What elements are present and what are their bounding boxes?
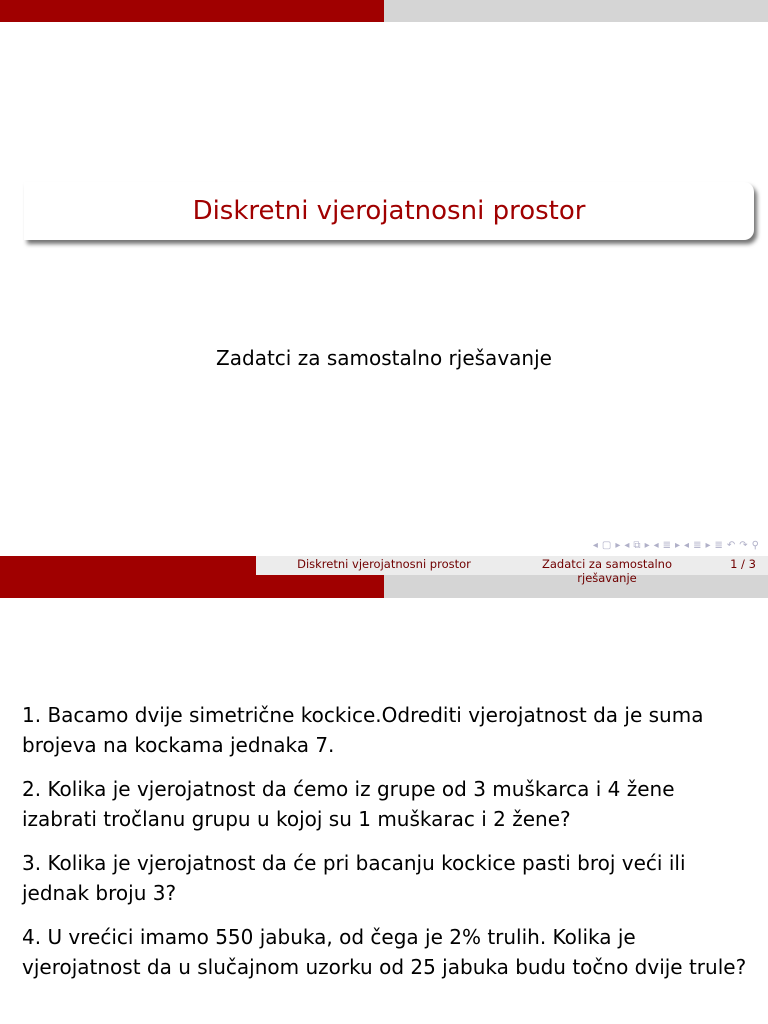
footer-title: Diskretni vjerojatnosni prostor	[297, 557, 471, 571]
problem-list	[22, 700, 750, 996]
problem-item: 2. Kolika je vjerojatnost da ćemo iz grupe od 3 muškarca i 4 žene izabrati tročlanu grupu u kojoj su 1 muškarac i 2 žene?	[22, 777, 675, 831]
header-bar-red	[0, 0, 384, 22]
nav-next-slide-icon[interactable]: ▸	[644, 539, 651, 551]
frame-icon[interactable]: ▢	[601, 539, 613, 551]
nav-next-subsection-icon[interactable]: ▸	[675, 539, 682, 551]
top-header-bar	[0, 0, 768, 22]
slide-icon[interactable]: ⧉	[633, 539, 642, 551]
search-icon[interactable]: ⚲	[751, 539, 760, 551]
section-icon[interactable]: ≣	[693, 539, 703, 551]
back-icon[interactable]: ↶	[726, 539, 737, 551]
nav-prev-section-icon[interactable]: ◂	[684, 539, 691, 551]
footer-page-number: 1 / 3	[730, 557, 756, 571]
forward-icon[interactable]: ↷	[739, 539, 749, 551]
nav-prev-subsection-icon[interactable]: ◂	[653, 539, 660, 551]
beamer-navigation-symbols[interactable]	[490, 538, 760, 552]
nav-prev-slide-icon[interactable]: ◂	[624, 539, 631, 551]
slide-subtitle: Zadatci za samostalno rješavanje	[216, 346, 552, 370]
subsection-icon[interactable]: ≣	[662, 539, 673, 551]
header-bar-grey	[384, 0, 768, 22]
footer-subtitle: Zadatci za samostalno rješavanje	[541, 557, 673, 585]
slide-footer	[0, 556, 768, 598]
document-icon[interactable]: ≣	[714, 539, 724, 551]
nav-next-section-icon[interactable]: ▸	[705, 539, 712, 551]
title-box	[24, 182, 754, 240]
problem-item: 3. Kolika je vjerojatnost da će pri bacanju kockice pasti broj veći ili jednak broju 3?	[22, 851, 686, 905]
nav-prev-frame-icon[interactable]: ◂	[592, 539, 599, 551]
problem-item: 4. U vrećici imamo 550 jabuka, od čega je 2% trulih. Kolika je vjerojatnost da u slučajnom uzorku od 25 jabuka budu točno dvije trule?	[22, 925, 747, 979]
problem-item: 1. Bacamo dvije simetrične kockice.Odrediti vjerojatnost da je suma brojeva na kockama jednaka 7.	[22, 703, 704, 757]
nav-next-frame-icon[interactable]: ▸	[615, 539, 622, 551]
slide-title: Diskretni vjerojatnosni prostor	[192, 196, 586, 226]
